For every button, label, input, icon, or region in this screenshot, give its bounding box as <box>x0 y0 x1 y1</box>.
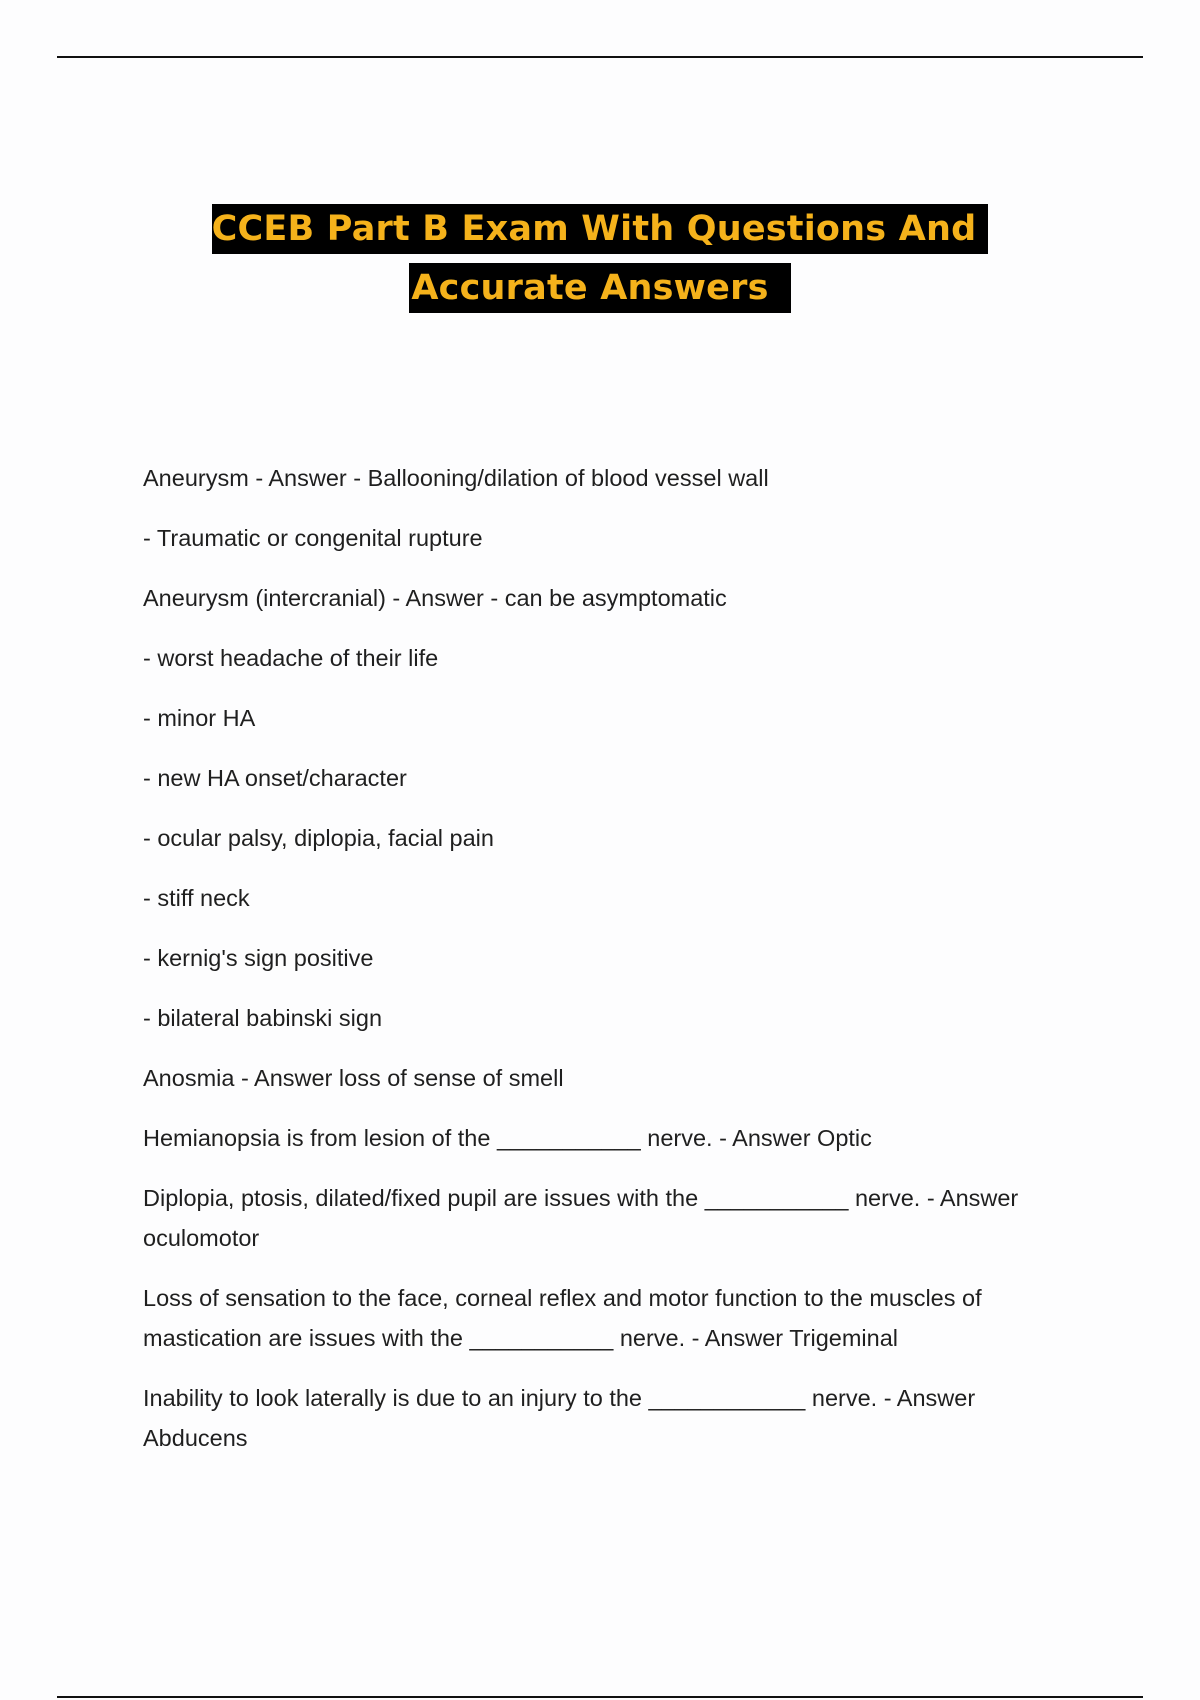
qa-item: - stiff neck <box>143 885 250 911</box>
qa-item: Aneurysm (intercranial) - Answer - can be asymptomatic <box>143 585 727 611</box>
qa-list <box>143 458 1078 1478</box>
qa-item: - Traumatic or congenital rupture <box>143 525 483 551</box>
qa-item: Loss of sensation to the face, corneal reflex and motor function to the muscles of mastication are issues with the ___________ nerve. - Answer Trigeminal <box>143 1285 982 1351</box>
qa-item: Inability to look laterally is due to an injury to the ____________ nerve. - Answer Abducens <box>143 1385 976 1451</box>
top-rule <box>57 56 1143 58</box>
qa-item: Aneurysm - Answer - Ballooning/dilation of blood vessel wall <box>143 465 769 491</box>
qa-item: - new HA onset/character <box>143 765 407 791</box>
qa-item: - ocular palsy, diplopia, facial pain <box>143 825 494 851</box>
title-line-2: Accurate Answers <box>409 263 790 313</box>
qa-item: - bilateral babinski sign <box>143 1005 383 1031</box>
qa-item: - minor HA <box>143 705 256 731</box>
document-title <box>0 204 1200 313</box>
qa-item: Anosmia - Answer loss of sense of smell <box>143 1065 564 1091</box>
title-line-1: CCEB Part B Exam With Questions And <box>212 204 989 254</box>
qa-item: Diplopia, ptosis, dilated/fixed pupil are issues with the ___________ nerve. - Answer oculomotor <box>143 1185 1019 1251</box>
bottom-rule <box>57 1696 1143 1698</box>
qa-item: - kernig's sign positive <box>143 945 374 971</box>
qa-item: - worst headache of their life <box>143 645 439 671</box>
qa-item: Hemianopsia is from lesion of the ___________ nerve. - Answer Optic <box>143 1125 872 1151</box>
